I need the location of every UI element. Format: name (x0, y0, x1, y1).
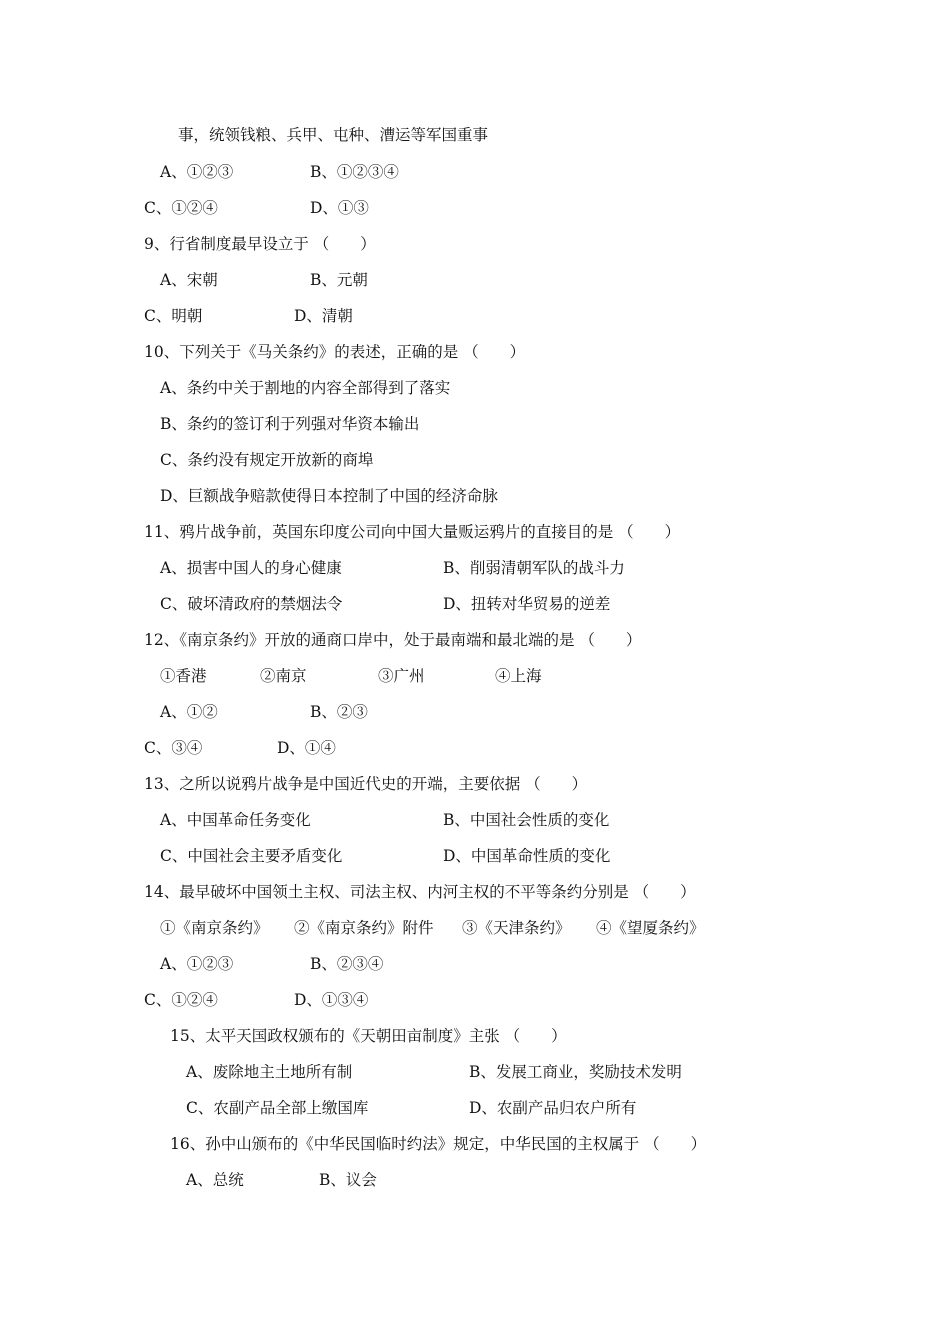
choice-4: ④上海 (495, 667, 542, 685)
question-14: 14、最早破坏中国领土主权、司法主权、内河主权的不平等条约分别是 （ ） (144, 883, 696, 901)
option-d: D、农副产品归农户所有 (469, 1099, 637, 1117)
option-c: C、中国社会主要矛盾变化 (160, 847, 343, 865)
option-b: B、②③ (310, 703, 368, 721)
choice-4: ④《望厦条约》 (596, 919, 705, 937)
option-d: D、巨额战争赔款使得日本控制了中国的经济命脉 (160, 487, 498, 505)
option-b: B、②③④ (310, 955, 384, 973)
question-15: 15、太平天国政权颁布的《天朝田亩制度》主张 （ ） (170, 1027, 567, 1045)
option-a: A、宋朝 (160, 271, 218, 289)
question-13: 13、之所以说鸦片战争是中国近代史的开端，主要依据 （ ） (144, 775, 588, 793)
option-c: C、明朝 (144, 307, 203, 325)
question-9: 9、行省制度最早设立于 （ ） (144, 235, 376, 253)
question-16: 16、孙中山颁布的《中华民国临时约法》规定，中华民国的主权属于 （ ） (170, 1135, 707, 1153)
option-d: D、清朝 (294, 307, 353, 325)
option-b: B、议会 (319, 1171, 377, 1189)
option-a: A、损害中国人的身心健康 (160, 559, 342, 577)
question-11: 11、鸦片战争前，英国东印度公司向中国大量贩运鸦片的直接目的是 （ ） (144, 523, 681, 541)
text-line: 事，统领钱粮、兵甲、屯种、漕运等军国重事 (178, 126, 489, 144)
option-a: A、废除地主土地所有制 (186, 1063, 353, 1081)
option-b: B、发展工商业，奖励技术发明 (469, 1063, 682, 1081)
option-a: A、①② (160, 703, 218, 721)
option-b: B、①②③④ (310, 163, 399, 181)
option-c: C、破坏清政府的禁烟法令 (160, 595, 343, 613)
choice-2: ②《南京条约》附件 (294, 919, 434, 937)
option-d: D、中国革命性质的变化 (443, 847, 611, 865)
option-d: D、①③④ (294, 991, 369, 1009)
option-a: A、①②③ (160, 163, 234, 181)
choice-3: ③广州 (378, 667, 425, 685)
option-b: B、条约的签订利于列强对华资本输出 (160, 415, 420, 433)
option-a: A、总统 (186, 1171, 244, 1189)
choice-1: ①《南京条约》 (160, 919, 269, 937)
option-a: A、中国革命任务变化 (160, 811, 311, 829)
question-12: 12、《南京条约》开放的通商口岸中，处于最南端和最北端的是 （ ） (144, 631, 642, 649)
option-c: C、①②④ (144, 991, 218, 1009)
option-b: B、元朝 (310, 271, 368, 289)
option-d: D、①③ (310, 199, 369, 217)
option-d: D、①④ (277, 739, 336, 757)
option-c: C、条约没有规定开放新的商埠 (160, 451, 374, 469)
option-a: A、条约中关于割地的内容全部得到了落实 (160, 379, 451, 397)
option-c: C、农副产品全部上缴国库 (186, 1099, 369, 1117)
choice-3: ③《天津条约》 (462, 919, 571, 937)
question-10: 10、下列关于《马关条约》的表述，正确的是 （ ） (144, 343, 526, 361)
choice-2: ②南京 (260, 667, 307, 685)
option-b: B、削弱清朝军队的战斗力 (443, 559, 625, 577)
option-a: A、①②③ (160, 955, 234, 973)
option-c: C、①②④ (144, 199, 218, 217)
option-b: B、中国社会性质的变化 (443, 811, 610, 829)
option-d: D、扭转对华贸易的逆差 (443, 595, 611, 613)
choice-1: ①香港 (160, 667, 207, 685)
option-c: C、③④ (144, 739, 203, 757)
